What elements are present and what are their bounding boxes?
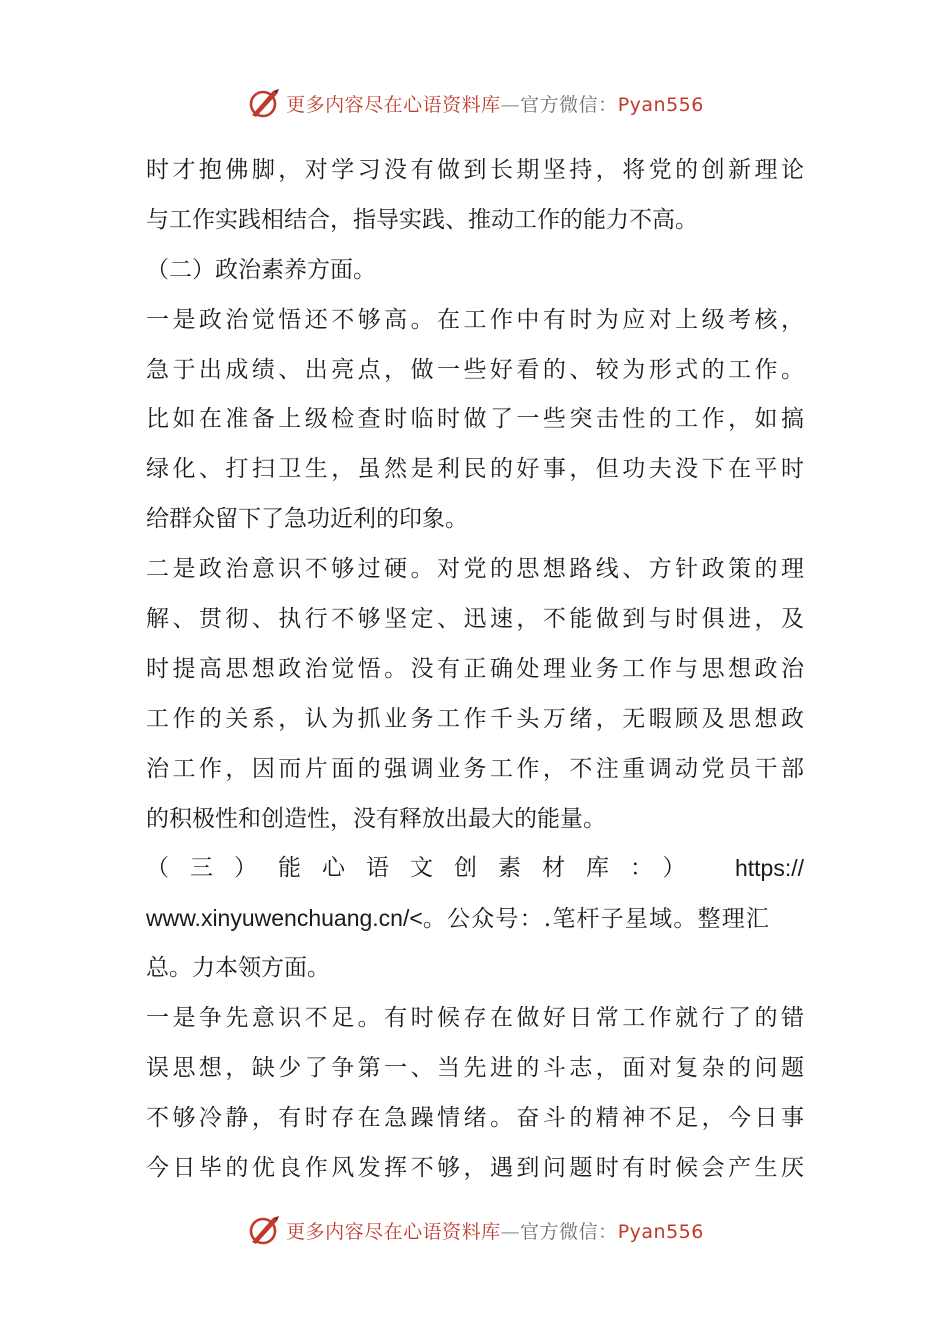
document-body — [146, 146, 804, 1194]
body-line: 一是政治觉悟还不够高。在工作中有时为应对上级考核， — [146, 306, 804, 333]
pen-circle-logo-icon — [246, 1212, 282, 1248]
body-line: 总。力本领方面。 — [146, 955, 330, 982]
body-line: 工作的关系，认为抓业务工作千头万绪，无暇顾及思想政 — [146, 705, 804, 732]
header-banner-separator: — — [500, 93, 521, 116]
header-banner — [0, 83, 950, 123]
body-line: 给群众留下了急功近利的印象。 — [146, 506, 468, 533]
body-line-url — [146, 894, 804, 944]
source-url-part-1[interactable]: https:// — [734, 855, 804, 882]
body-line: 时才抱佛脚，对学习没有做到长期坚持，将党的创新理论 — [146, 157, 804, 183]
body-line: 解、贯彻、执行不够坚定、迅速，不能做到与时俱进，及 — [146, 606, 804, 633]
body-line: 绿化、打扫卫生，虽然是利民的好事，但功夫没下在平时 — [146, 456, 804, 483]
section-heading-2: （二）政治素养方面。 — [146, 256, 376, 283]
header-banner-wechat: Pyan556 — [617, 93, 704, 116]
heading-3-cjk: （三）能心语文创素材库：） — [146, 855, 707, 882]
section-heading-3 — [146, 844, 804, 894]
body-line: 治工作，因而片面的强调业务工作，不注重调动党员干部 — [146, 755, 804, 782]
body-line: 不够冷静，有时存在急躁情绪。奋斗的精神不足，今日事 — [146, 1104, 804, 1131]
footer-banner-wechat: Pyan556 — [617, 1220, 704, 1243]
header-banner-main: 更多内容尽在心语资料库 — [286, 93, 501, 116]
body-line: 时提高思想政治觉悟。没有正确处理业务工作与思想政治 — [146, 655, 804, 682]
header-banner-text — [286, 90, 704, 117]
body-line: 的积极性和创造性，没有释放出最大的能量。 — [146, 805, 606, 832]
header-banner-middle: 官方微信： — [520, 93, 618, 116]
body-line: 二是政治意识不够过硬。对党的思想路线、方针政策的理 — [146, 556, 804, 583]
footer-banner — [0, 1210, 950, 1250]
body-line-url-rest: 。公众号：.笔杆子星域。整理汇 — [422, 906, 771, 933]
footer-banner-middle: 官方微信： — [520, 1220, 618, 1243]
body-line: 急于出成绩、出亮点，做一些好看的、较为形式的工作。 — [146, 356, 804, 383]
body-line: 比如在准备上级检查时临时做了一些突击性的工作，如搞 — [146, 406, 804, 433]
pen-circle-logo-icon — [246, 85, 282, 121]
body-line: 误思想，缺少了争第一、当先进的斗志，面对复杂的问题 — [146, 1055, 804, 1082]
body-line: 与工作实践相结合，指导实践、推动工作的能力不高。 — [146, 206, 698, 233]
footer-banner-separator: — — [500, 1220, 521, 1243]
body-line: 今日毕的优良作风发挥不够，遇到问题时有时候会产生厌 — [146, 1154, 804, 1181]
body-line: 一是争先意识不足。有时候存在做好日常工作就行了的错 — [146, 1005, 804, 1032]
source-url-part-2[interactable]: www.xinyuwenchuang.cn/< — [146, 905, 423, 932]
footer-banner-text — [286, 1217, 704, 1244]
footer-banner-main: 更多内容尽在心语资料库 — [286, 1220, 501, 1243]
